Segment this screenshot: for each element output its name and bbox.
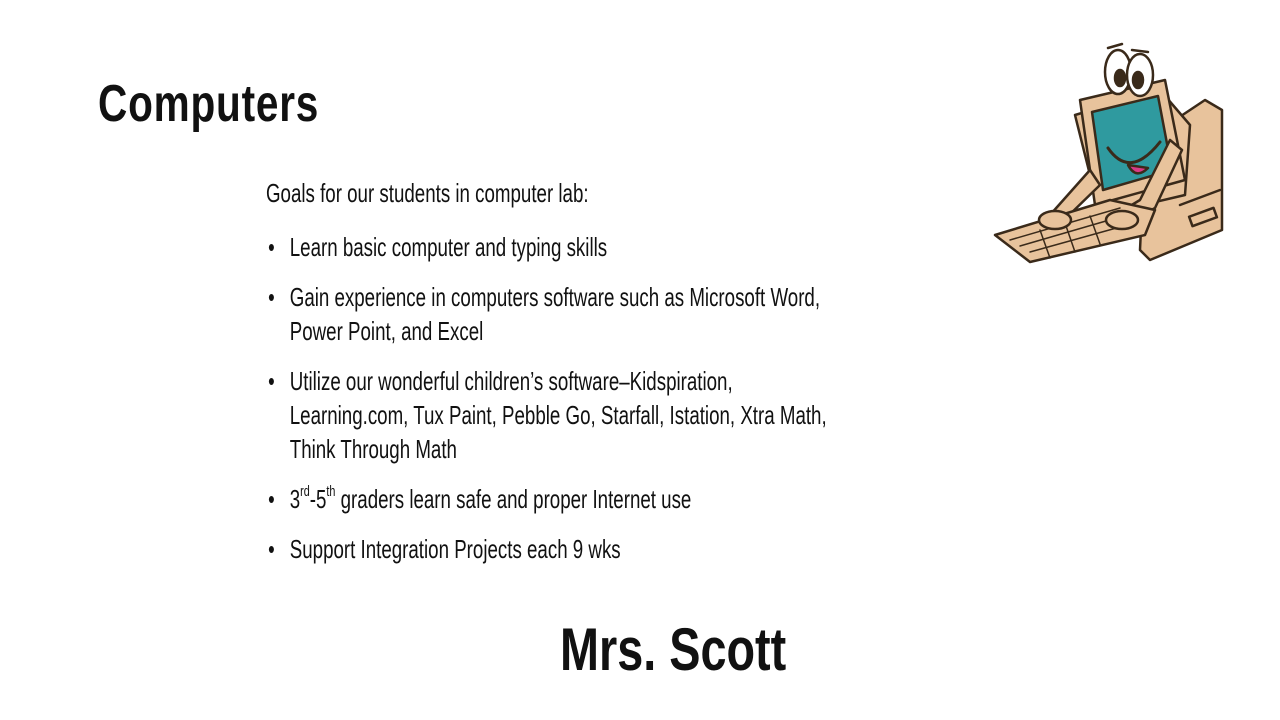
ordinal-rd: rd: [300, 483, 310, 500]
bullet-icon: •: [268, 232, 275, 262]
bullet-text: Utilize our wonderful children’s software–Kidspiration,: [289, 366, 733, 396]
bullet-text: Learning.com, Tux Paint, Pebble Go, Starfall, Istation, Xtra Math,: [289, 400, 827, 430]
bullet-icon: •: [268, 484, 275, 514]
bullet-text: Support Integration Projects each 9 wks: [289, 534, 621, 564]
slide-title: Computers: [98, 75, 320, 133]
smiling-computer-icon: [990, 30, 1230, 265]
list-item: [266, 280, 986, 348]
list-item: [266, 532, 986, 566]
ordinal-th: th: [326, 483, 336, 500]
bullet-text: [290, 482, 986, 516]
grade-text: graders learn safe and proper Internet use: [335, 484, 692, 514]
teacher-name: Mrs. Scott: [560, 616, 787, 683]
goals-intro: Goals for our students in computer lab:: [266, 178, 589, 208]
bullet-text: Learn basic computer and typing skills: [289, 232, 608, 262]
bullet-text: Think Through Math: [289, 434, 457, 464]
grade-start: 3: [289, 484, 301, 514]
bullet-icon: •: [268, 282, 275, 312]
goals-body: [266, 176, 986, 582]
list-item: [266, 482, 986, 516]
list-item: [266, 364, 986, 466]
bullet-text: Gain experience in computers software such as Microsoft Word,: [289, 282, 821, 312]
goals-list: [266, 230, 986, 566]
grade-end: -5: [309, 484, 327, 514]
bullet-text: Power Point, and Excel: [289, 316, 484, 346]
bullet-icon: •: [268, 534, 275, 564]
bullet-icon: •: [268, 366, 275, 396]
list-item: [266, 230, 986, 264]
